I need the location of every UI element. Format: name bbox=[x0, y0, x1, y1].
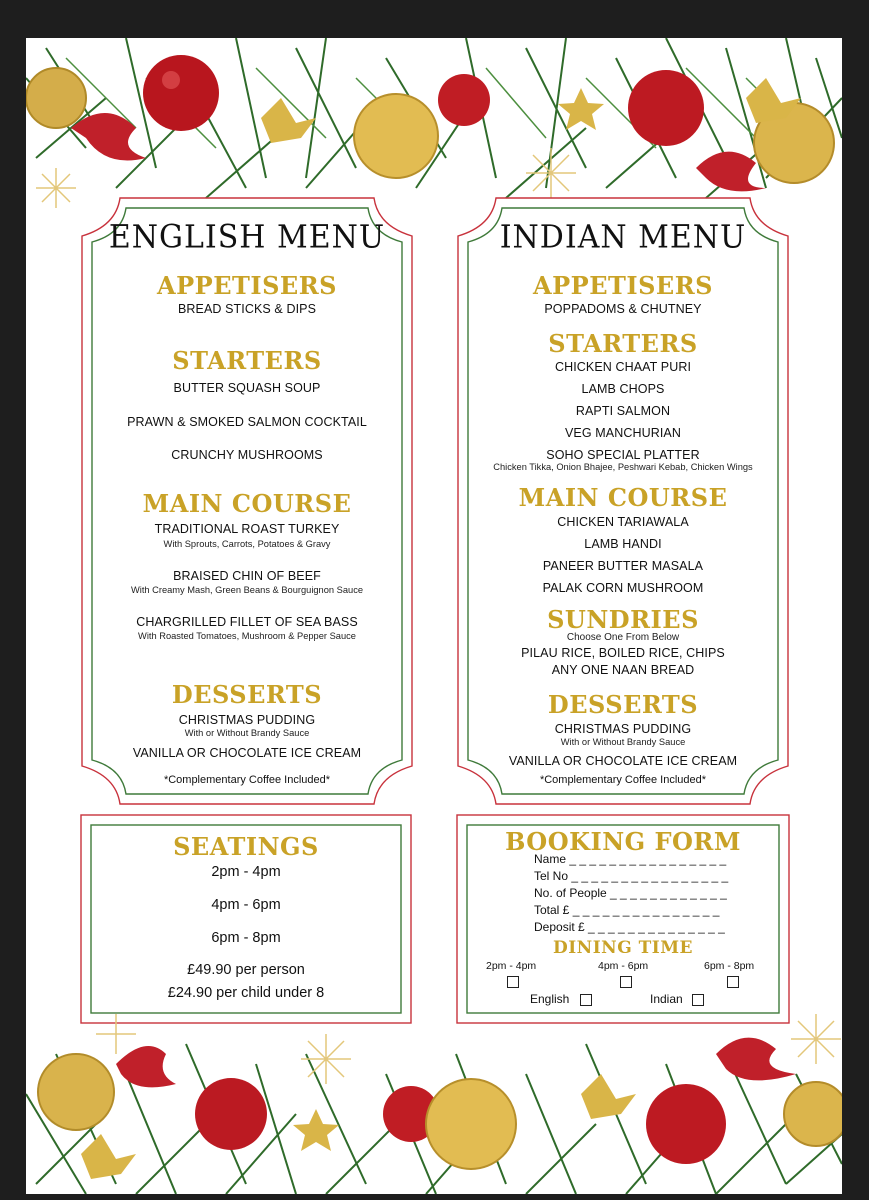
top-christmas-garland bbox=[26, 38, 842, 213]
indian-appetisers-title: APPETISERS bbox=[533, 271, 713, 300]
dining-time-2-4-checkbox[interactable] bbox=[507, 976, 519, 988]
indian-sundries-item: ANY ONE NAAN BREAD bbox=[551, 663, 695, 677]
indian-main-item: PALAK CORN MUSHROOM bbox=[542, 581, 704, 595]
english-choice-label: English bbox=[530, 992, 570, 1006]
bottom-christmas-garland bbox=[26, 1014, 842, 1194]
english-main-item-desc: With Sprouts, Carrots, Potatoes & Gravy bbox=[163, 539, 331, 549]
booking-form-panel bbox=[456, 814, 790, 1024]
indian-desserts-title: DESSERTS bbox=[547, 690, 699, 719]
seatings-panel bbox=[80, 814, 412, 1024]
english-main-course-title: MAIN COURSE bbox=[142, 489, 352, 518]
indian-appetiser-item: POPPADOMS & CHUTNEY bbox=[544, 302, 702, 316]
english-dessert-item: CHRISTMAS PUDDING bbox=[178, 713, 316, 727]
indian-main-item: LAMB HANDI bbox=[584, 537, 662, 551]
seating-time: 2pm - 4pm bbox=[211, 864, 281, 880]
seating-time: 6pm - 8pm bbox=[211, 930, 281, 946]
english-main-item-desc: With Creamy Mash, Green Beans & Bourguignon Sauce bbox=[130, 585, 364, 595]
people-field[interactable]: No. of People _ _ _ _ _ _ _ _ _ _ _ _ bbox=[534, 886, 727, 900]
english-menu-title: ENGLISH MENU bbox=[108, 219, 386, 256]
english-appetiser-item: BREAD STICKS & DIPS bbox=[177, 302, 317, 316]
indian-dessert-item: VANILLA OR CHOCOLATE ICE CREAM bbox=[508, 754, 738, 768]
english-menu-panel bbox=[80, 196, 414, 806]
indian-starter-item: VEG MANCHURIAN bbox=[565, 426, 681, 440]
indian-choice-checkbox[interactable] bbox=[692, 994, 704, 1006]
indian-starters-title: STARTERS bbox=[548, 329, 698, 358]
indian-sundries-item: PILAU RICE, BOILED RICE, CHIPS bbox=[521, 646, 725, 660]
english-appetisers-title: APPETISERS bbox=[157, 271, 337, 300]
dining-time-4-6-checkbox[interactable] bbox=[620, 976, 632, 988]
indian-main-item: PANEER BUTTER MASALA bbox=[542, 559, 704, 573]
english-starter-item: CRUNCHY MUSHROOMS bbox=[171, 448, 323, 462]
tel-field[interactable]: Tel No _ _ _ _ _ _ _ _ _ _ _ _ _ _ _ _ bbox=[534, 869, 729, 883]
dining-time-option-label: 4pm - 6pm bbox=[598, 960, 649, 972]
indian-menu-panel bbox=[456, 196, 790, 806]
indian-main-course-title: MAIN COURSE bbox=[518, 483, 728, 512]
dining-time-option-label: 2pm - 4pm bbox=[486, 960, 537, 972]
indian-starter-item: LAMB CHOPS bbox=[581, 382, 665, 396]
deposit-field[interactable]: Deposit £ _ _ _ _ _ _ _ _ _ _ _ _ _ _ bbox=[534, 920, 725, 934]
dining-time-title: DINING TIME bbox=[552, 938, 694, 958]
menu-flyer bbox=[26, 38, 842, 1194]
price-child: £24.90 per child under 8 bbox=[167, 985, 325, 1001]
indian-starter-item: RAPTI SALMON bbox=[575, 404, 671, 418]
indian-sundries-title: SUNDRIES bbox=[547, 605, 699, 634]
english-main-item-desc: With Roasted Tomatoes, Mushroom & Pepper Sauce bbox=[138, 631, 356, 641]
english-starter-item: BUTTER SQUASH SOUP bbox=[173, 381, 321, 395]
english-main-item: CHARGRILLED FILLET OF SEA BASS bbox=[136, 615, 358, 629]
booking-form-title: BOOKING FORM bbox=[505, 827, 741, 856]
dining-time-6-8-checkbox[interactable] bbox=[727, 976, 739, 988]
english-choice-checkbox[interactable] bbox=[580, 994, 592, 1006]
english-starter-item: PRAWN & SMOKED SALMON COCKTAIL bbox=[127, 415, 367, 429]
indian-dessert-item-desc: With or Without Brandy Sauce bbox=[560, 737, 686, 747]
seating-time: 4pm - 6pm bbox=[211, 897, 281, 913]
english-dessert-item-desc: With or Without Brandy Sauce bbox=[184, 728, 310, 738]
indian-dessert-item: CHRISTMAS PUDDING bbox=[554, 722, 692, 736]
english-dessert-item: VANILLA OR CHOCOLATE ICE CREAM bbox=[132, 746, 362, 760]
price-adult: £49.90 per person bbox=[187, 962, 305, 978]
indian-starter-item: SOHO SPECIAL PLATTER bbox=[546, 448, 700, 462]
indian-starter-item: CHICKEN CHAAT PURI bbox=[554, 360, 692, 374]
indian-platter-desc: Chicken Tikka, Onion Bhajee, Peshwari Kebab, Chicken Wings bbox=[493, 462, 753, 472]
dining-time-option-label: 6pm - 8pm bbox=[704, 960, 755, 972]
total-field[interactable]: Total £ _ _ _ _ _ _ _ _ _ _ _ _ _ _ _ bbox=[534, 903, 720, 917]
english-starters-title: STARTERS bbox=[172, 346, 322, 375]
indian-choice-label: Indian bbox=[650, 992, 683, 1006]
english-desserts-title: DESSERTS bbox=[171, 680, 323, 709]
indian-main-item: CHICKEN TARIAWALA bbox=[557, 515, 689, 529]
english-main-item: BRAISED CHIN OF BEEF bbox=[173, 569, 321, 583]
indian-menu-title: INDIAN MENU bbox=[499, 219, 747, 256]
english-coffee-note: *Complementary Coffee Included* bbox=[163, 774, 331, 786]
english-main-item: TRADITIONAL ROAST TURKEY bbox=[154, 522, 340, 536]
indian-sundries-subtitle: Choose One From Below bbox=[566, 632, 680, 643]
indian-coffee-note: *Complementary Coffee Included* bbox=[539, 774, 707, 786]
name-field[interactable]: Name _ _ _ _ _ _ _ _ _ _ _ _ _ _ _ _ bbox=[534, 852, 727, 866]
seatings-title: SEATINGS bbox=[173, 832, 319, 861]
